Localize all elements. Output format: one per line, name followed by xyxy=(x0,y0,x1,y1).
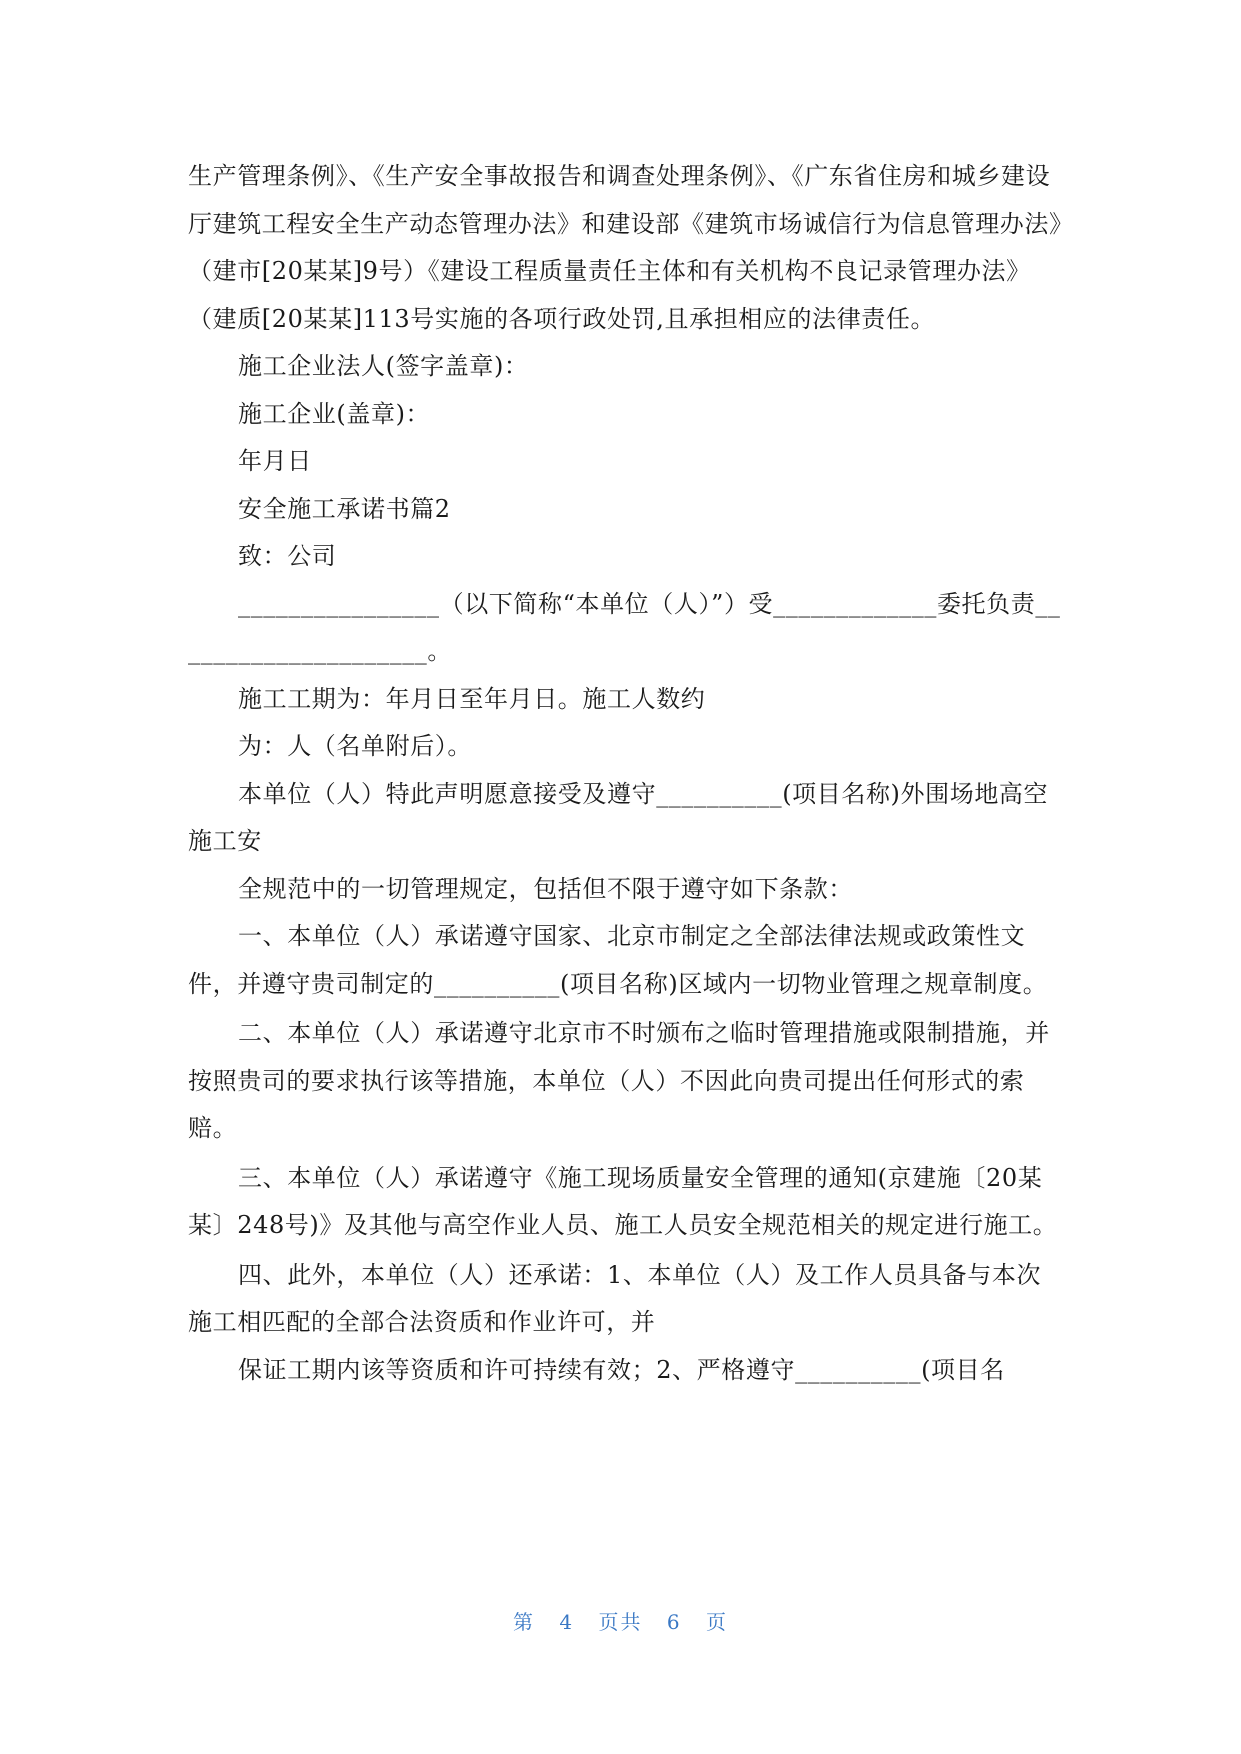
paragraph-entrustment: ________________（以下简称“本单位（人）”）受_____________委托负责_____________________。 xyxy=(188,589,1061,665)
footer-current-page: 4 xyxy=(559,1610,575,1634)
clause-four-continued: 保证工期内该等资质和许可持续有效；2、严格遵守__________(项目名 xyxy=(238,1355,1005,1384)
paragraph-declaration: 本单位（人）特此声明愿意接受及遵守__________(项目名称)外围场地高空施工安 xyxy=(188,779,1049,855)
paragraph-legal-rep-signature: 施工企业法人(签字盖章)： xyxy=(238,352,529,380)
paragraph-headcount: 为：人（名单附后）。 xyxy=(238,732,472,760)
paragraph-date: 年月日 xyxy=(238,447,312,475)
paragraph-construction-period: 施工工期为：年月日至年月日。施工人数约 xyxy=(238,684,706,713)
footer-suffix: 页 xyxy=(705,1610,728,1634)
clause-two: 二、本单位（人）承诺遵守北京市不时颁布之临时管理措施或限制措施，并按照贵司的要求执行该等措施，本单位（人）不因此向贵司提出任何形式的索赔。 xyxy=(188,1019,1050,1142)
paragraph-addressee: 致：公司 xyxy=(238,542,337,570)
paragraph-rules-intro: 全规范中的一切管理规定，包括但不限于遵守如下条款： xyxy=(238,874,853,903)
footer-prefix: 第 xyxy=(513,1610,536,1634)
paragraph-regulations: 生产管理条例》、《生产安全事故报告和调查处理条例》、《广东省住房和城乡建设厅建筑工程安全生产动态管理办法》和建设部《建筑市场诚信行为信息管理办法》（建市[20某某]9号）《建设工程质量责任主体和有关机构不良记录管理办法》（建质[20某某]113号实施的各项行政处罚,且承担相应的法律责任。 xyxy=(188,162,1062,333)
paragraph-company-seal: 施工企业(盖章)： xyxy=(238,399,431,428)
section-heading: 安全施工承诺书篇2 xyxy=(238,494,451,523)
footer-total-pages: 6 xyxy=(666,1610,682,1634)
document-body xyxy=(188,153,1062,1394)
clause-one: 一、本单位（人）承诺遵守国家、北京市制定之全部法律法规或政策性文件，并遵守贵司制定的__________(项目名称)区域内一切物业管理之规章制度。 xyxy=(188,922,1048,998)
footer-middle: 页共 xyxy=(598,1610,643,1634)
page-footer xyxy=(0,1606,1241,1635)
clause-four: 四、此外，本单位（人）还承诺：1、本单位（人）及工作人员具备与本次施工相匹配的全部合法资质和作业许可，并 xyxy=(188,1260,1042,1336)
clause-three: 三、本单位（人）承诺遵守《施工现场质量安全管理的通知(京建施〔20某某〕248号)》及其他与高空作业人员、施工人员安全规范相关的规定进行施工。 xyxy=(188,1163,1058,1239)
